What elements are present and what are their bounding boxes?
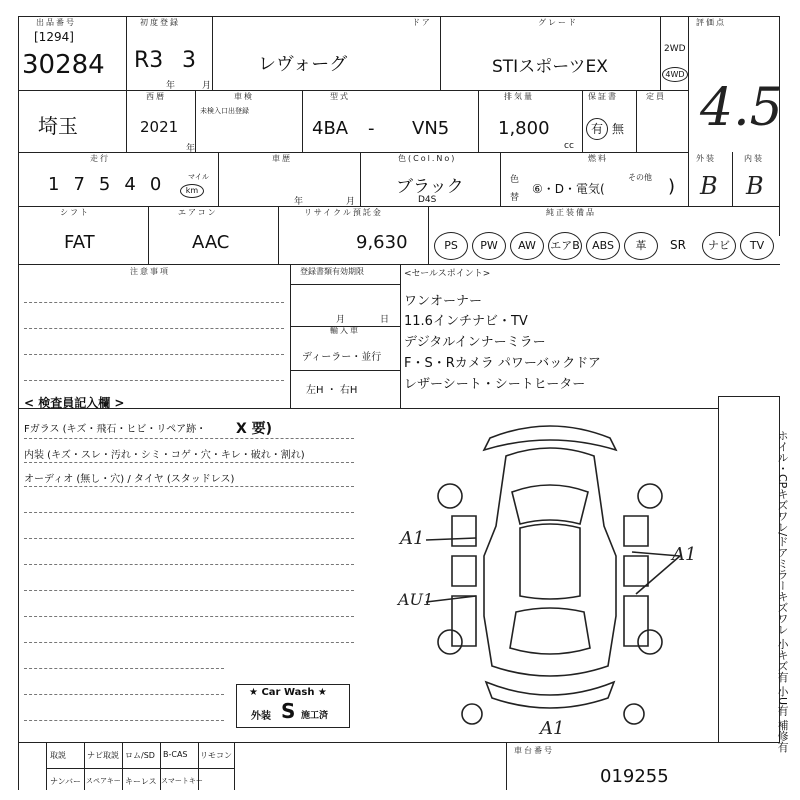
- col-line-q: [428, 206, 429, 264]
- equipment-sr: SR: [670, 238, 686, 252]
- equipment-airbag: エアB: [548, 232, 582, 260]
- first-reg-month-suffix: 月: [202, 81, 212, 91]
- aircon-value: AAC: [192, 232, 230, 253]
- inspector-rule-7: [24, 590, 354, 591]
- equipment-aw: AW: [510, 232, 544, 260]
- damage-leader-left-rear: [426, 596, 476, 602]
- interior-grade: B: [746, 172, 764, 200]
- mileage-digit-3: 5: [98, 174, 125, 195]
- header-year: 西暦: [146, 92, 166, 101]
- model-prefix: 4BA: [312, 118, 349, 139]
- doc-manual: 取説: [50, 751, 66, 760]
- sales-point-5: レザーシート・シートヒーター: [404, 377, 586, 392]
- header-fuel: 燃料: [588, 154, 608, 163]
- frame-left: [18, 16, 19, 790]
- col-line-s: [400, 264, 401, 408]
- recycle-fee: 9,630: [356, 232, 408, 253]
- sales-point-2: 11.6インチナビ・TV: [404, 314, 528, 329]
- doc-number-plate: ナンバー: [50, 777, 82, 786]
- lot-prefix: [1294]: [34, 30, 74, 44]
- header-color: 色(Col.No): [398, 154, 457, 163]
- header-import: 輸入車: [330, 326, 360, 335]
- doc-keyless: キーレス: [125, 777, 157, 786]
- fuel-value: ⑥・D・電気(: [532, 182, 605, 196]
- col-line-j: [636, 90, 637, 152]
- spare-wheel-left: [462, 704, 482, 724]
- header-sales-points: <セールスポイント>: [404, 269, 491, 279]
- col-line-r: [290, 264, 291, 408]
- header-grade: グレード: [538, 18, 578, 27]
- km-unit-circled: km: [180, 184, 204, 198]
- remarks-line-2: [24, 328, 284, 329]
- mileage-digit-1: 1: [48, 174, 74, 195]
- damage-mark-left-rear: AU1: [398, 590, 434, 609]
- reg-line-1: [290, 284, 400, 285]
- equipment-pw: PW: [472, 232, 506, 260]
- inspector-rule-10: [24, 668, 224, 669]
- car-name: レヴォーグ: [258, 54, 348, 75]
- inspector-rule-5: [24, 538, 354, 539]
- body-outline-shape: [484, 448, 616, 676]
- header-aircon: エアコン: [178, 208, 218, 217]
- bottom-mid-line: [46, 768, 234, 769]
- right-rear-door-shape: [624, 556, 648, 586]
- wheel-left-front: [438, 484, 462, 508]
- evaluation-score: 4.5: [700, 78, 783, 138]
- fuel-other: その他: [628, 173, 652, 182]
- col-line-f: [195, 90, 196, 152]
- col-line-i: [582, 90, 583, 152]
- header-vehicle-history: 車歴: [272, 154, 292, 163]
- mileage-digits: [48, 174, 175, 195]
- col-line-d: [660, 16, 661, 90]
- header-door: ドア: [412, 18, 432, 27]
- model-suffix: VN5: [412, 118, 450, 139]
- header-shift: シフト: [60, 208, 90, 217]
- inspector-line-1b: X 要): [236, 421, 273, 437]
- col-line-n: [732, 152, 733, 206]
- header-warranty: 保証書: [588, 92, 618, 101]
- bottom-col-1: [46, 742, 47, 790]
- row-line-3: [18, 206, 780, 207]
- doc-smart-key: スマートキー: [161, 777, 203, 785]
- drive-2wd: 2WD: [664, 44, 686, 54]
- spare-wheel-right: [624, 704, 644, 724]
- sales-point-4: F・S・Rカメラ パワーバックドア: [404, 356, 601, 371]
- header-interior: 内装: [744, 154, 764, 163]
- col-line-b: [212, 16, 213, 90]
- equipment-abs: ABS: [586, 232, 620, 260]
- damage-mark-rear: A1: [540, 718, 565, 739]
- fuel-label-b: 替: [510, 193, 520, 203]
- windshield-shape: [512, 485, 588, 524]
- first-reg-era: R3: [134, 48, 164, 73]
- col-line-g: [302, 90, 303, 152]
- wheel-right-rear: [638, 630, 662, 654]
- doc-bcas: B-CAS: [163, 750, 188, 759]
- col-line-o: [148, 206, 149, 264]
- car-wash-grade: S: [281, 699, 296, 723]
- inspector-rule-6: [24, 564, 354, 565]
- color-name: ブラック: [396, 177, 464, 197]
- fuel-label-a: 色: [510, 175, 520, 185]
- drive-4wd-circled: 4WD: [662, 67, 688, 82]
- remarks-line-3: [24, 354, 284, 355]
- exterior-grade: B: [700, 172, 718, 200]
- first-reg-month: 3: [182, 48, 196, 73]
- header-vehicle-id: 車台番号: [514, 746, 554, 755]
- col-line-a: [126, 16, 127, 152]
- inspector-line-3: オーディオ (無し・穴) / タイヤ (スタッドレス): [24, 474, 235, 485]
- car-wash-label: 外装: [251, 711, 271, 722]
- left-quarter-shape: [452, 596, 476, 646]
- car-damage-diagram: [420, 416, 680, 736]
- mileage-digit-4: 4: [124, 174, 150, 195]
- mile-unit: マイル: [188, 173, 209, 181]
- fuel-close: ): [668, 176, 676, 197]
- header-remarks: 注意事項: [130, 267, 170, 276]
- header-capacity: 定員: [646, 92, 666, 101]
- inspector-rule-12: [24, 720, 224, 721]
- inspector-notes-title: < 検査員記入欄 >: [24, 396, 125, 410]
- roof-shape: [520, 524, 580, 599]
- header-registration-deadline: 登録書類有効期限: [300, 267, 364, 276]
- right-front-door-shape: [624, 516, 648, 546]
- remarks-line-1: [24, 302, 284, 303]
- remarks-line-4: [24, 380, 284, 381]
- inspector-rule-11: [24, 694, 224, 695]
- color-code: D4S: [418, 195, 437, 205]
- col-line-h: [478, 90, 479, 152]
- warranty-yes-circled: 有: [586, 118, 608, 140]
- car-wash-suffix: 施工済: [301, 711, 329, 721]
- inspector-rule-8: [24, 616, 354, 617]
- equipment-ps: PS: [434, 232, 468, 260]
- year-value: 2021: [140, 118, 179, 136]
- left-rear-door-shape: [452, 556, 476, 586]
- warranty-no: 無: [612, 122, 625, 136]
- bottom-col-6: [234, 742, 235, 790]
- reg-line-3: [290, 370, 400, 371]
- model-dash: -: [368, 118, 375, 139]
- header-model: 型式: [330, 92, 350, 101]
- registration-dealer: ディーラー・並行: [302, 352, 382, 363]
- rear-bumper-shape: [486, 682, 614, 708]
- col-line-c: [440, 16, 441, 90]
- inspector-line-1a: Fガラス (キズ・飛石・ヒビ・リペア跡・: [24, 424, 207, 435]
- wheel-left-rear: [438, 630, 462, 654]
- header-recycle: リサイクル預託金: [304, 208, 383, 217]
- damage-mark-left-front: A1: [400, 528, 425, 549]
- header-vehicle-inspection: 車検: [234, 92, 254, 101]
- registration-day: 日: [380, 315, 390, 325]
- history-year-suffix: 年: [294, 197, 304, 207]
- col-line-l: [360, 152, 361, 206]
- inspector-rule-2: [24, 462, 354, 463]
- side-box-top: [718, 396, 780, 397]
- doc-spare-key: スペアキー: [86, 777, 121, 785]
- inspector-rule-9: [24, 642, 354, 643]
- grade-value: STIスポーツEX: [492, 57, 608, 77]
- frame-top: [18, 16, 780, 17]
- damage-leader-left-front: [426, 538, 476, 540]
- vehicle-id-number: 019255: [600, 766, 669, 787]
- car-wash-stamp: [236, 684, 350, 728]
- rear-window-shape: [510, 608, 590, 654]
- history-month-suffix: 月: [346, 197, 356, 207]
- header-exterior: 外装: [696, 154, 716, 163]
- inspector-rule-4: [24, 512, 354, 513]
- sales-point-1: ワンオーナー: [404, 294, 483, 309]
- displacement-value: 1,800: [498, 118, 550, 139]
- row-line-6: [18, 742, 780, 743]
- left-front-door-shape: [452, 516, 476, 546]
- right-quarter-shape: [624, 596, 648, 646]
- shift-value: FAT: [64, 232, 95, 253]
- header-first-registration: 初度登録: [140, 18, 180, 27]
- registration-steering: 左H ・ 右H: [306, 385, 358, 396]
- col-line-k: [218, 152, 219, 206]
- inspection-note: 未検入口出登録: [200, 107, 249, 115]
- car-wash-title: ★ Car Wash ★: [249, 687, 327, 698]
- side-box-left: [718, 396, 719, 742]
- displacement-unit: cc: [564, 141, 574, 151]
- mileage-digit-5: 0: [149, 174, 176, 195]
- doc-rom-sd: ロム/SD: [125, 751, 155, 760]
- damage-mark-right: A1: [672, 544, 697, 565]
- inspector-line-2: 内装 (キズ・スレ・汚れ・シミ・コゲ・穴・キレ・破れ・割れ): [24, 450, 305, 461]
- col-line-m: [500, 152, 501, 206]
- header-mileage: 走行: [90, 154, 110, 163]
- mileage-digit-2: 7: [73, 174, 99, 195]
- sales-point-3: デジタルインナーミラー: [404, 335, 546, 350]
- doc-remote: リモコン: [200, 751, 232, 760]
- prefecture: 埼玉: [38, 114, 78, 138]
- wheel-right-front: [638, 484, 662, 508]
- inspector-rule-3: [24, 486, 354, 487]
- header-genuine-equipment: 純正装備品: [546, 208, 596, 217]
- lot-number: 30284: [22, 50, 105, 80]
- col-line-p: [278, 206, 279, 264]
- year-era-suffix: 年: [186, 144, 196, 154]
- equipment-navi: ナビ: [702, 232, 736, 260]
- front-bumper-shape: [484, 426, 616, 450]
- side-damage-note: ホイル・CPキズワレ/ドアミラーキズワレ 小キズ有 小U有 補修有: [776, 430, 789, 753]
- inspector-rule-1: [24, 438, 354, 439]
- equipment-tv: TV: [740, 232, 774, 260]
- registration-month: 月: [336, 315, 346, 325]
- bottom-col-3: [122, 742, 123, 790]
- col-line-e: [688, 16, 689, 206]
- equipment-leather: 革: [624, 232, 658, 260]
- doc-navi-manual: ナビ取説: [87, 751, 119, 760]
- header-displacement: 排気量: [504, 92, 534, 101]
- header-evaluation: 評価点: [696, 18, 726, 27]
- first-reg-year-suffix: 年: [166, 81, 176, 91]
- header-lot-number: 出品番号: [36, 18, 76, 27]
- bottom-col-7: [506, 742, 507, 790]
